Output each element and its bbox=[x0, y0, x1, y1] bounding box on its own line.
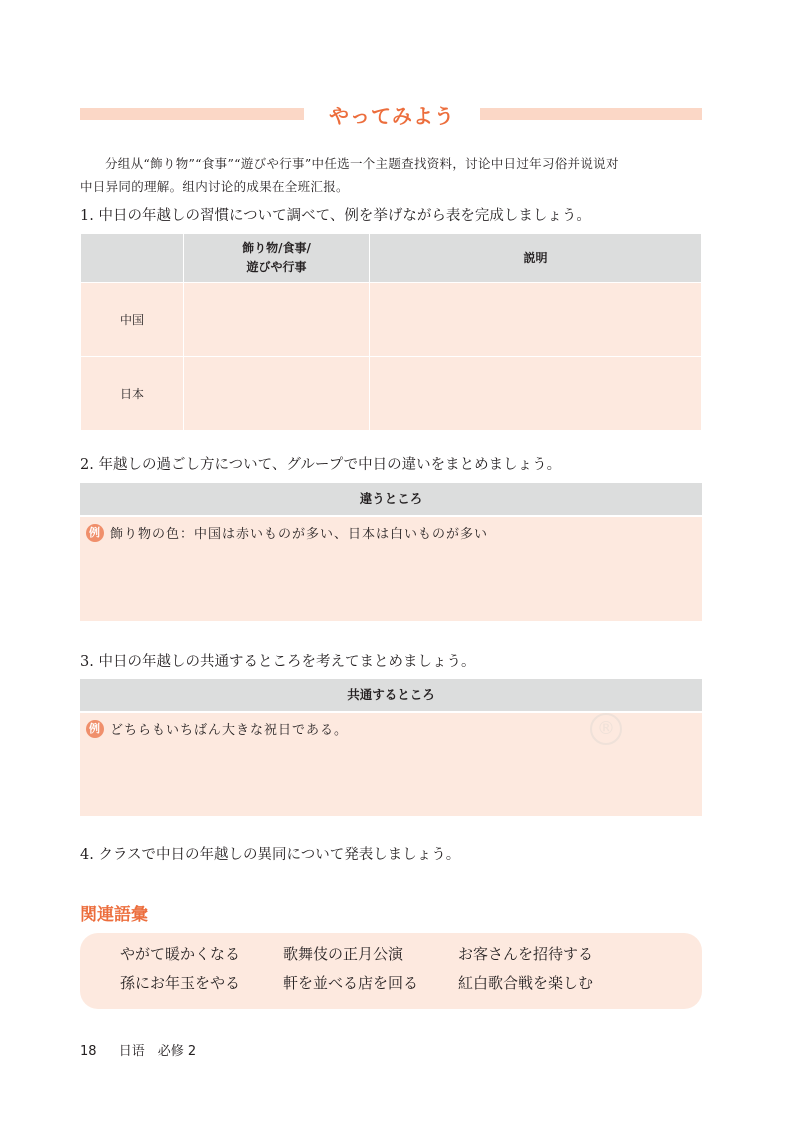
common-example bbox=[86, 719, 348, 738]
table-row bbox=[81, 357, 702, 431]
book-title: 日语 必修 2 bbox=[118, 1044, 197, 1059]
vocab-item: やがて暖かくなる bbox=[120, 945, 241, 963]
row-label-china: 中国 bbox=[81, 283, 184, 357]
cell-japan-explanation[interactable] bbox=[370, 357, 702, 431]
differences-example bbox=[86, 523, 488, 542]
example-text: 飾り物の色：中国は赤いものが多い、日本は白いものが多い bbox=[110, 527, 489, 542]
vocab-item: 紅白歌合戦を楽しむ bbox=[458, 974, 594, 992]
question-3: 3. 中日の年越しの共通するところを考えてまとめましょう。 bbox=[80, 654, 476, 670]
vocab-item: 歌舞伎の正月公演 bbox=[283, 945, 404, 963]
question-2: 2. 年越しの過ごし方について、グループで中日の違いをまとめましょう。 bbox=[80, 457, 562, 473]
cell-china-explanation[interactable] bbox=[370, 283, 702, 357]
table-header-category: 飾り物/食事/ 遊びや行事 bbox=[184, 234, 370, 283]
example-text: どちらもいちばん大きな祝日である。 bbox=[110, 723, 349, 738]
heading-bar-right bbox=[480, 108, 702, 120]
question-1: 1. 中日の年越しの習慣について調べて、例を挙げながら表を完成しましょう。 bbox=[80, 208, 591, 224]
table-header-explanation: 説明 bbox=[370, 234, 702, 283]
vocab-item: 軒を並べる店を回る bbox=[283, 974, 419, 992]
vocab-item: お客さんを招待する bbox=[458, 945, 594, 963]
vocab-box bbox=[80, 933, 702, 1009]
differences-box[interactable] bbox=[80, 517, 702, 621]
registered-mark-icon: ® bbox=[590, 713, 622, 745]
cell-china-category[interactable] bbox=[184, 283, 370, 357]
common-box-title: 共通するところ bbox=[80, 679, 702, 711]
vocab-title: 関連語彙 bbox=[80, 905, 148, 925]
intro-paragraph bbox=[80, 152, 706, 198]
question-4: 4. クラスで中日の年越しの異同について発表しましょう。 bbox=[80, 847, 461, 863]
intro-line-2: 中日异同的理解。组内讨论的成果在全班汇报。 bbox=[80, 179, 349, 194]
page-footer bbox=[80, 1040, 196, 1059]
intro-line-1: 分组从“飾り物”“食事”“遊びや行事”中任选一个主题查找资料，讨论中日过年习俗并说说对 bbox=[105, 156, 619, 171]
page-number: 18 bbox=[80, 1044, 97, 1059]
cell-japan-category[interactable] bbox=[184, 357, 370, 431]
row-label-japan: 日本 bbox=[81, 357, 184, 431]
differences-box-title: 違うところ bbox=[80, 483, 702, 515]
heading-bar-left bbox=[80, 108, 304, 120]
table-header-empty bbox=[81, 234, 184, 283]
table-row bbox=[81, 283, 702, 357]
vocab-item: 孫にお年玉をやる bbox=[120, 974, 241, 992]
vocab-grid bbox=[120, 943, 628, 993]
customs-table bbox=[80, 233, 702, 431]
section-title: やってみよう bbox=[329, 104, 455, 128]
example-badge: 例 bbox=[86, 524, 104, 542]
example-badge: 例 bbox=[86, 720, 104, 738]
